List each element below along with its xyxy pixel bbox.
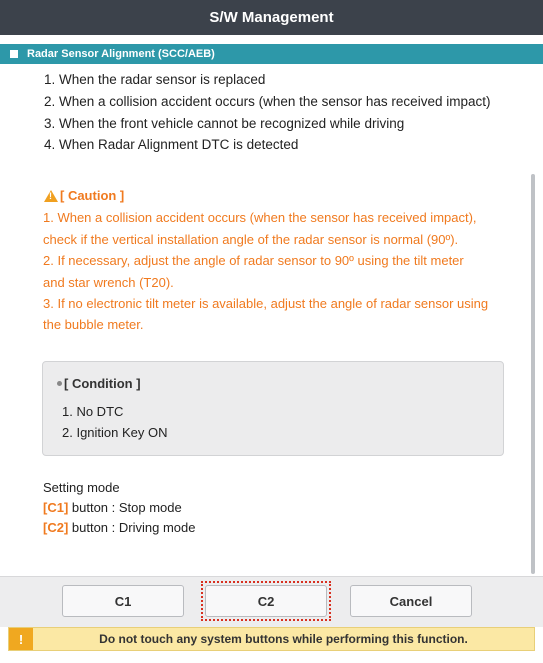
mode-key: [C2] xyxy=(43,520,69,535)
caution-line: the bubble meter. xyxy=(43,317,144,332)
caution-heading xyxy=(44,188,124,203)
caution-line: 2. If necessary, adjust the angle of radar sensor to 90º using the tilt meter xyxy=(43,253,464,268)
caution-line: 1. When a collision accident occurs (when the sensor has received impact), xyxy=(43,210,477,225)
condition-heading xyxy=(57,376,141,391)
setting-mode-title: Setting mode xyxy=(43,480,120,495)
bullet-dot-icon xyxy=(57,381,62,386)
c1-button[interactable]: C1 xyxy=(62,585,184,617)
mode-desc: button : Stop mode xyxy=(68,500,182,515)
caution-title: [ Caution ] xyxy=(60,188,125,203)
square-bullet-icon xyxy=(10,50,18,58)
footer-message: Do not touch any system buttons while performing this function. xyxy=(99,632,468,646)
cancel-button[interactable]: Cancel xyxy=(350,585,472,617)
reason-item: 4. When Radar Alignment DTC is detected xyxy=(44,137,299,152)
condition-box xyxy=(42,361,504,456)
condition-item: 2. Ignition Key ON xyxy=(62,425,168,440)
scrollbar[interactable] xyxy=(531,174,535,574)
mode-c1-line xyxy=(43,500,182,515)
caution-line: 3. If no electronic tilt meter is available, adjust the angle of radar sensor using xyxy=(43,296,489,311)
caution-line: check if the vertical installation angle of the radar sensor is normal (90º). xyxy=(43,232,459,247)
c2-button[interactable]: C2 xyxy=(205,585,327,617)
exclamation-icon: ! xyxy=(9,628,33,650)
window-title: S/W Management xyxy=(0,0,543,35)
section-header xyxy=(0,44,543,64)
reason-item: 1. When the radar sensor is replaced xyxy=(44,72,266,87)
condition-title: [ Condition ] xyxy=(64,376,141,391)
mode-desc: button : Driving mode xyxy=(68,520,196,535)
section-title: Radar Sensor Alignment (SCC/AEB) xyxy=(27,48,215,60)
mode-c2-line xyxy=(43,520,195,535)
reason-item: 3. When the front vehicle cannot be recognized while driving xyxy=(44,116,405,131)
warning-footer xyxy=(8,627,535,651)
mode-key: [C1] xyxy=(43,500,69,515)
reason-item: 2. When a collision accident occurs (when the sensor has received impact) xyxy=(44,94,491,109)
condition-item: 1. No DTC xyxy=(62,404,124,419)
caution-line: and star wrench (T20). xyxy=(43,275,174,290)
warning-triangle-icon xyxy=(44,190,58,202)
button-bar xyxy=(0,576,543,627)
instructions-panel xyxy=(34,64,529,574)
